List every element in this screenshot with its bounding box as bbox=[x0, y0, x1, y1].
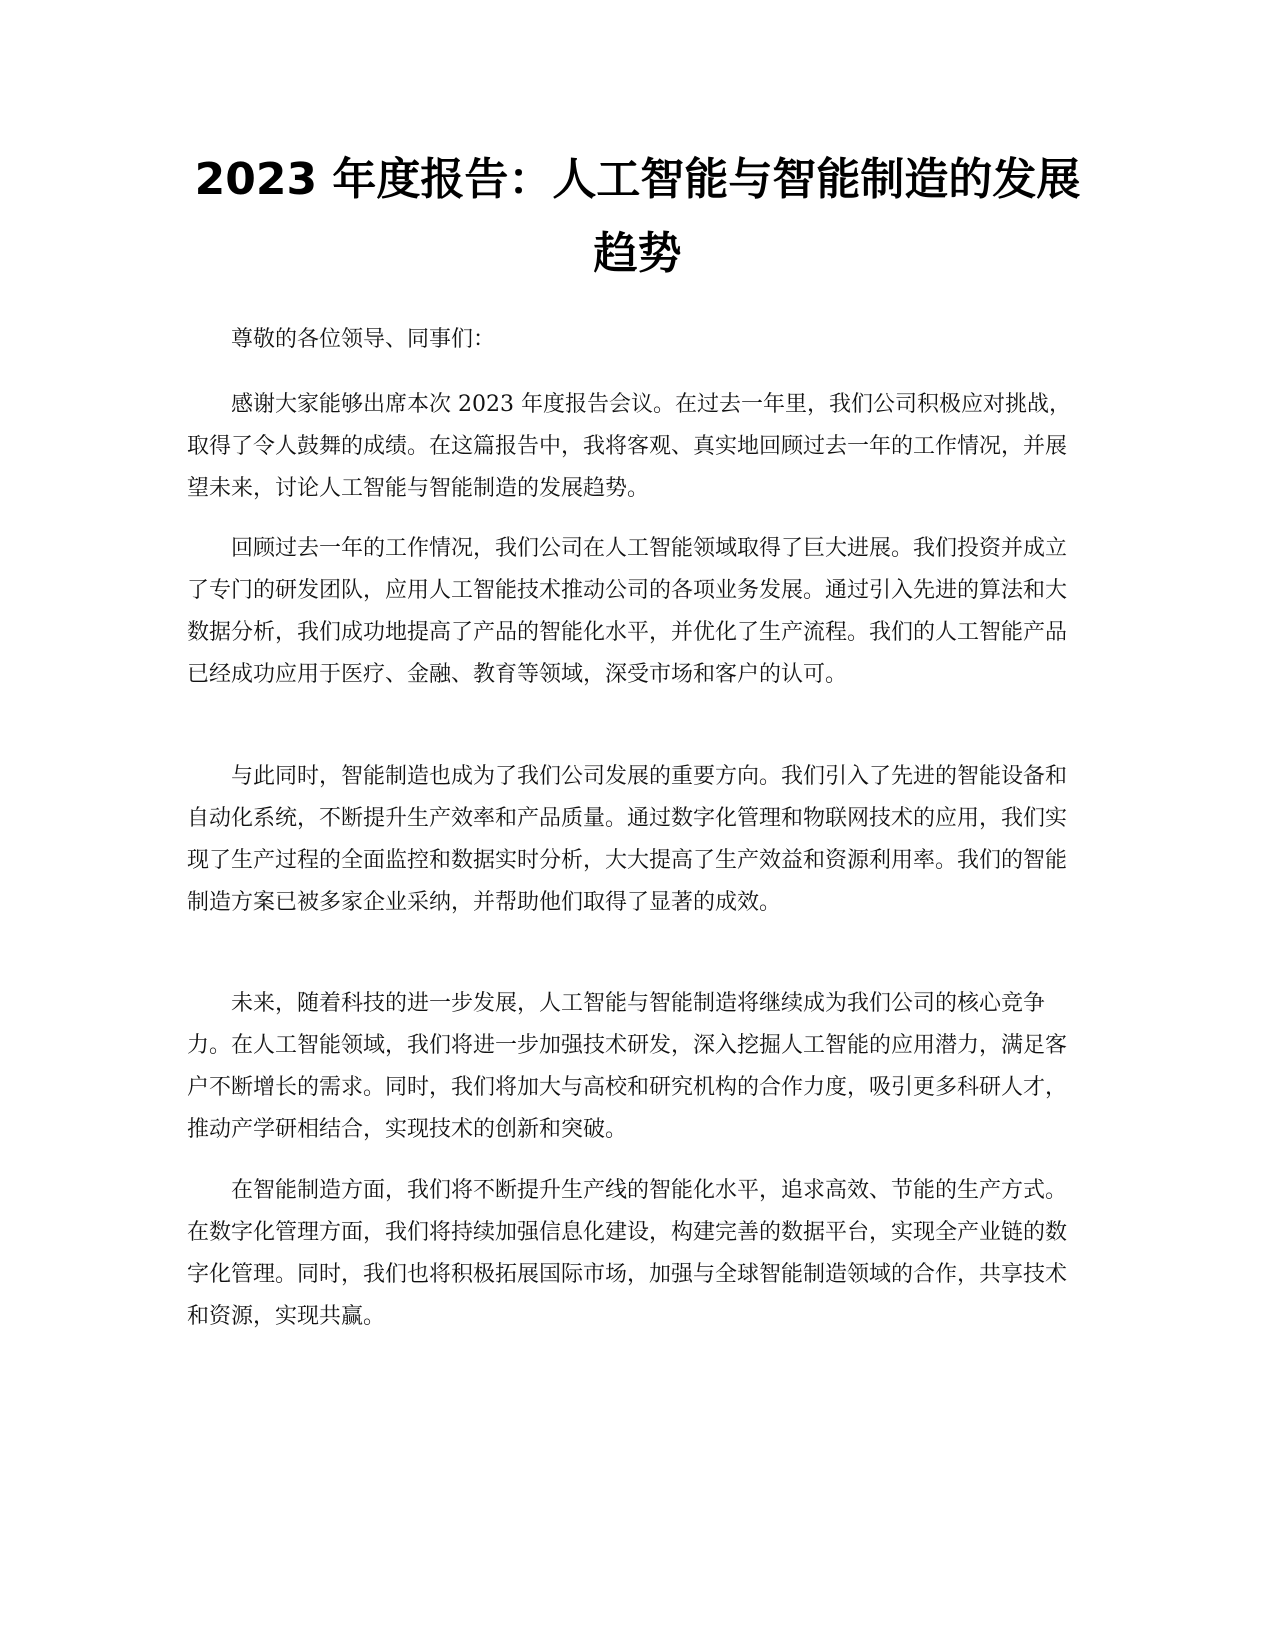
future-ai-paragraph: 未来，随着科技的进一步发展，人工智能与智能制造将继续成为我们公司的核心竞争力。在人工智能领域，我们将进一步加强技术研发，深入挖掘人工智能的应用潜力，满足客户不断增长的需求。同时，我们将加大与高校和研究机构的合作力度，吸引更多科研人才，推动产学研相结合，实现技术的创新和突破。 bbox=[187, 991, 1068, 1142]
smart-manufacturing-review-paragraph: 与此同时，智能制造也成为了我们公司发展的重要方向。我们引入了先进的智能设备和自动化系统，不断提升生产效率和产品质量。通过数字化管理和物联网技术的应用，我们实现了生产过程的全面监控和数据实时分析，大大提高了生产效益和资源利用率。我们的智能制造方案已被多家企业采纳，并帮助他们取得了显著的成效。 bbox=[187, 764, 1068, 915]
intro-paragraph: 感谢大家能够出席本次 2023 年度报告会议。在过去一年里，我们公司积极应对挑战，取得了令人鼓舞的成绩。在这篇报告中，我将客观、真实地回顾过去一年的工作情况，并展望未来，讨论人工智能与智能制造的发展趋势。 bbox=[187, 392, 1071, 501]
document-title-line-1: 2023 年度报告：人工智能与智能制造的发展 bbox=[194, 154, 1081, 205]
future-manufacturing-paragraph: 在智能制造方面，我们将不断提升生产线的智能化水平，追求高效、节能的生产方式。在数字化管理方面，我们将持续加强信息化建设，构建完善的数据平台，实现全产业链的数字化管理。同时，我们也将积极拓展国际市场，加强与全球智能制造领域的合作，共享技术和资源，实现共赢。 bbox=[187, 1178, 1068, 1329]
document-title-line-2: 趋势 bbox=[593, 228, 682, 279]
salutation-paragraph: 尊敬的各位领导、同事们： bbox=[231, 327, 496, 352]
ai-review-paragraph: 回顾过去一年的工作情况，我们公司在人工智能领域取得了巨大进展。我们投资并成立了专门的研发团队，应用人工智能技术推动公司的各项业务发展。通过引入先进的算法和大数据分析，我们成功地提高了产品的智能化水平，并优化了生产流程。我们的人工智能产品已经成功应用于医疗、金融、教育等领域，深受市场和客户的认可。 bbox=[187, 536, 1068, 687]
